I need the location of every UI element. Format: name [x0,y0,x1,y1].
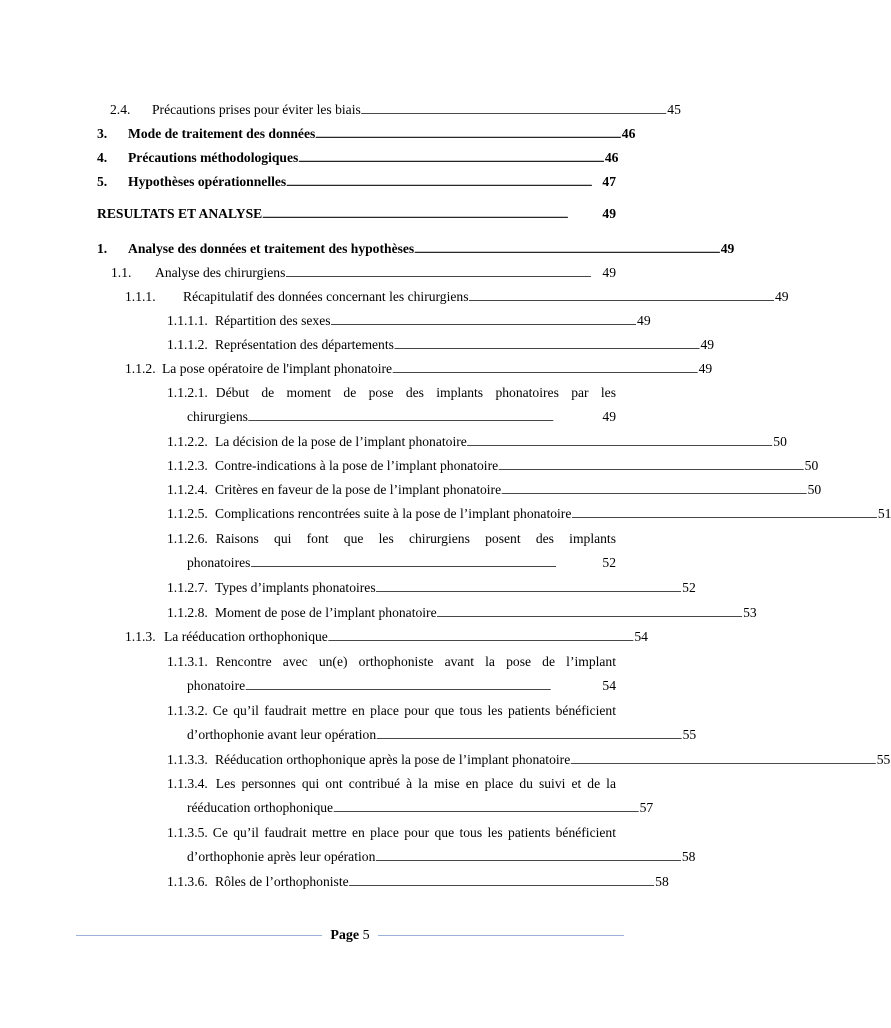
page-number: 5 [362,928,370,943]
toc-entry [97,237,735,263]
toc-title: Précautions prises pour éviter les biais [152,102,361,117]
toc-title: La pose opératoire de l'implant phonatoire [162,361,393,376]
toc-page: 49 [775,289,789,304]
toc-entry [167,772,654,822]
toc-title: Mode de traitement des données [128,126,316,141]
toc-title: Contre-indications à la pose de l’implant phonatoire [215,458,499,473]
toc-number: 1.1.1.1. [167,313,208,328]
toc-page: 49 [720,241,735,256]
toc-title-line1: Ce qu’il faudrait mettre en place pour que tous les patients bénéficient [212,825,616,840]
toc-entry [167,870,669,896]
toc-entry [97,170,616,196]
toc-entry [167,381,616,431]
toc-title: Représentation des départements [215,337,394,352]
toc-entry [97,146,619,172]
toc-number: 1.1.2.7. [167,580,208,595]
toc-title-line2: rééducation orthophonique [187,800,334,815]
toc-title-line1: Ce qu’il faudrait mettre en place pour que tous les patients bénéficient [212,703,616,718]
toc-page: 49 [700,337,715,352]
toc-entry [125,285,789,311]
toc-entry [97,202,616,228]
toc-page: 47 [602,174,616,189]
toc-page: 55 [682,727,697,742]
toc-page: 49 [602,409,616,424]
toc-entry [167,601,757,627]
toc-page: 50 [807,482,822,497]
toc-number: 1.1.2.6. [167,531,208,546]
toc-page: 54 [634,629,648,644]
toc-title: Précautions méthodologiques [128,150,299,165]
toc-title: Rééducation orthophonique après la pose de l’implant phonatoire [215,752,571,767]
toc-page: 55 [876,752,891,767]
toc-entry [167,527,616,577]
toc-number: 1. [97,241,108,256]
toc-title-line1: Début de moment de pose des implants phonatoires par les [215,385,616,400]
toc-title-line2: d’orthophonie après leur opération [187,849,376,864]
toc-entry [167,309,651,335]
toc-title: Moment de pose de l’implant phonatoire [215,605,437,620]
toc-number: 2.4. [110,102,131,117]
toc-title: Hypothèses opérationnelles [128,174,287,189]
toc-number: 1.1.3.5. [167,825,208,840]
toc-number: 1.1.2.2. [167,434,208,449]
toc-page: 50 [773,434,787,449]
toc-number: 1.1.2.4. [167,482,208,497]
toc-entry [167,576,696,602]
toc-number: 4. [97,150,108,165]
toc-page: 49 [637,313,651,328]
toc-title: Types d’implants phonatoires [215,580,376,595]
toc-entry [167,454,819,480]
toc-number: 1.1.3.2. [167,703,208,718]
toc-number: 1.1. [111,265,132,280]
toc-page: 45 [667,102,681,117]
toc-entry [167,699,697,749]
toc-entry [167,430,787,456]
toc-number: 3. [97,126,108,141]
toc-entry [125,625,648,651]
toc-entry [110,98,681,124]
toc-number: 1.1.3.4. [167,776,208,791]
toc-title: La rééducation orthophonique [164,629,328,644]
toc-page: 58 [681,849,696,864]
toc-title-line2: phonatoire [187,678,246,693]
toc-number: 1.1.1. [125,289,156,304]
toc-page: 49 [602,265,616,280]
toc-page: 49 [602,206,616,221]
toc-page: 58 [655,874,669,889]
toc-number: 1.1.1.2. [167,337,208,352]
toc-entry [167,502,891,528]
toc-page: 46 [604,150,619,165]
page-label: Page [330,928,360,943]
toc-title-line2: d’orthophonie avant leur opération [187,727,377,742]
toc-page: 50 [804,458,819,473]
page-footer [76,926,624,946]
toc-title-line2: chirurgiens [187,409,248,424]
toc-title-line1: Rencontre avec un(e) orthophoniste avant la pose de l’implant [215,654,616,669]
toc-number: 1.1.3.6. [167,874,208,889]
toc-entry [111,261,616,287]
toc-entry [125,357,713,383]
toc-title: Critères en faveur de la pose de l’implant phonatoire [215,482,502,497]
toc-number: 5. [97,174,108,189]
toc-entry [167,650,616,700]
toc-title: Complications rencontrées suite à la pose de l’implant phonatoire [215,506,572,521]
toc-entry [167,821,696,871]
toc-number: 1.1.3. [125,629,156,644]
toc-title: Rôles de l’orthophoniste [215,874,349,889]
toc-page: 46 [621,126,636,141]
page-number-label [76,926,624,946]
toc-title: La décision de la pose de l’implant phonatoire [215,434,467,449]
toc-page: 51 [877,506,891,521]
toc-entry [167,478,822,504]
toc-title: Répartition des sexes [215,313,331,328]
toc-page: 53 [743,605,757,620]
toc-title-line2: phonatoires [187,555,251,570]
toc-number: 1.1.2. [125,361,156,376]
toc-title: Analyse des chirurgiens [155,265,286,280]
toc-title-line1: Raisons qui font que les chirurgiens posent des implants [215,531,616,546]
toc-entry [97,122,636,148]
toc-title-line1: Les personnes qui ont contribué à la mise en place du suivi et de la [215,776,616,791]
toc-page: 54 [602,678,616,693]
toc-number: 1.1.2.1. [167,385,208,400]
toc-number: 1.1.2.3. [167,458,208,473]
toc-entry [167,748,891,774]
toc-number: 1.1.2.8. [167,605,208,620]
toc-page: 52 [682,580,696,595]
toc-number: 1.1.2.5. [167,506,208,521]
toc-title: Analyse des données et traitement des hypothèses [128,241,415,256]
footer-rule-right [378,935,624,936]
toc-number: 1.1.3.1. [167,654,208,669]
toc-entry [167,333,715,359]
toc-title: RESULTATS ET ANALYSE [97,206,263,221]
toc-page: 52 [602,555,616,570]
toc-number: 1.1.3.3. [167,752,208,767]
toc-title: Récapitulatif des données concernant les chirurgiens [183,289,469,304]
toc-page: 57 [639,800,654,815]
toc-page: 49 [698,361,713,376]
